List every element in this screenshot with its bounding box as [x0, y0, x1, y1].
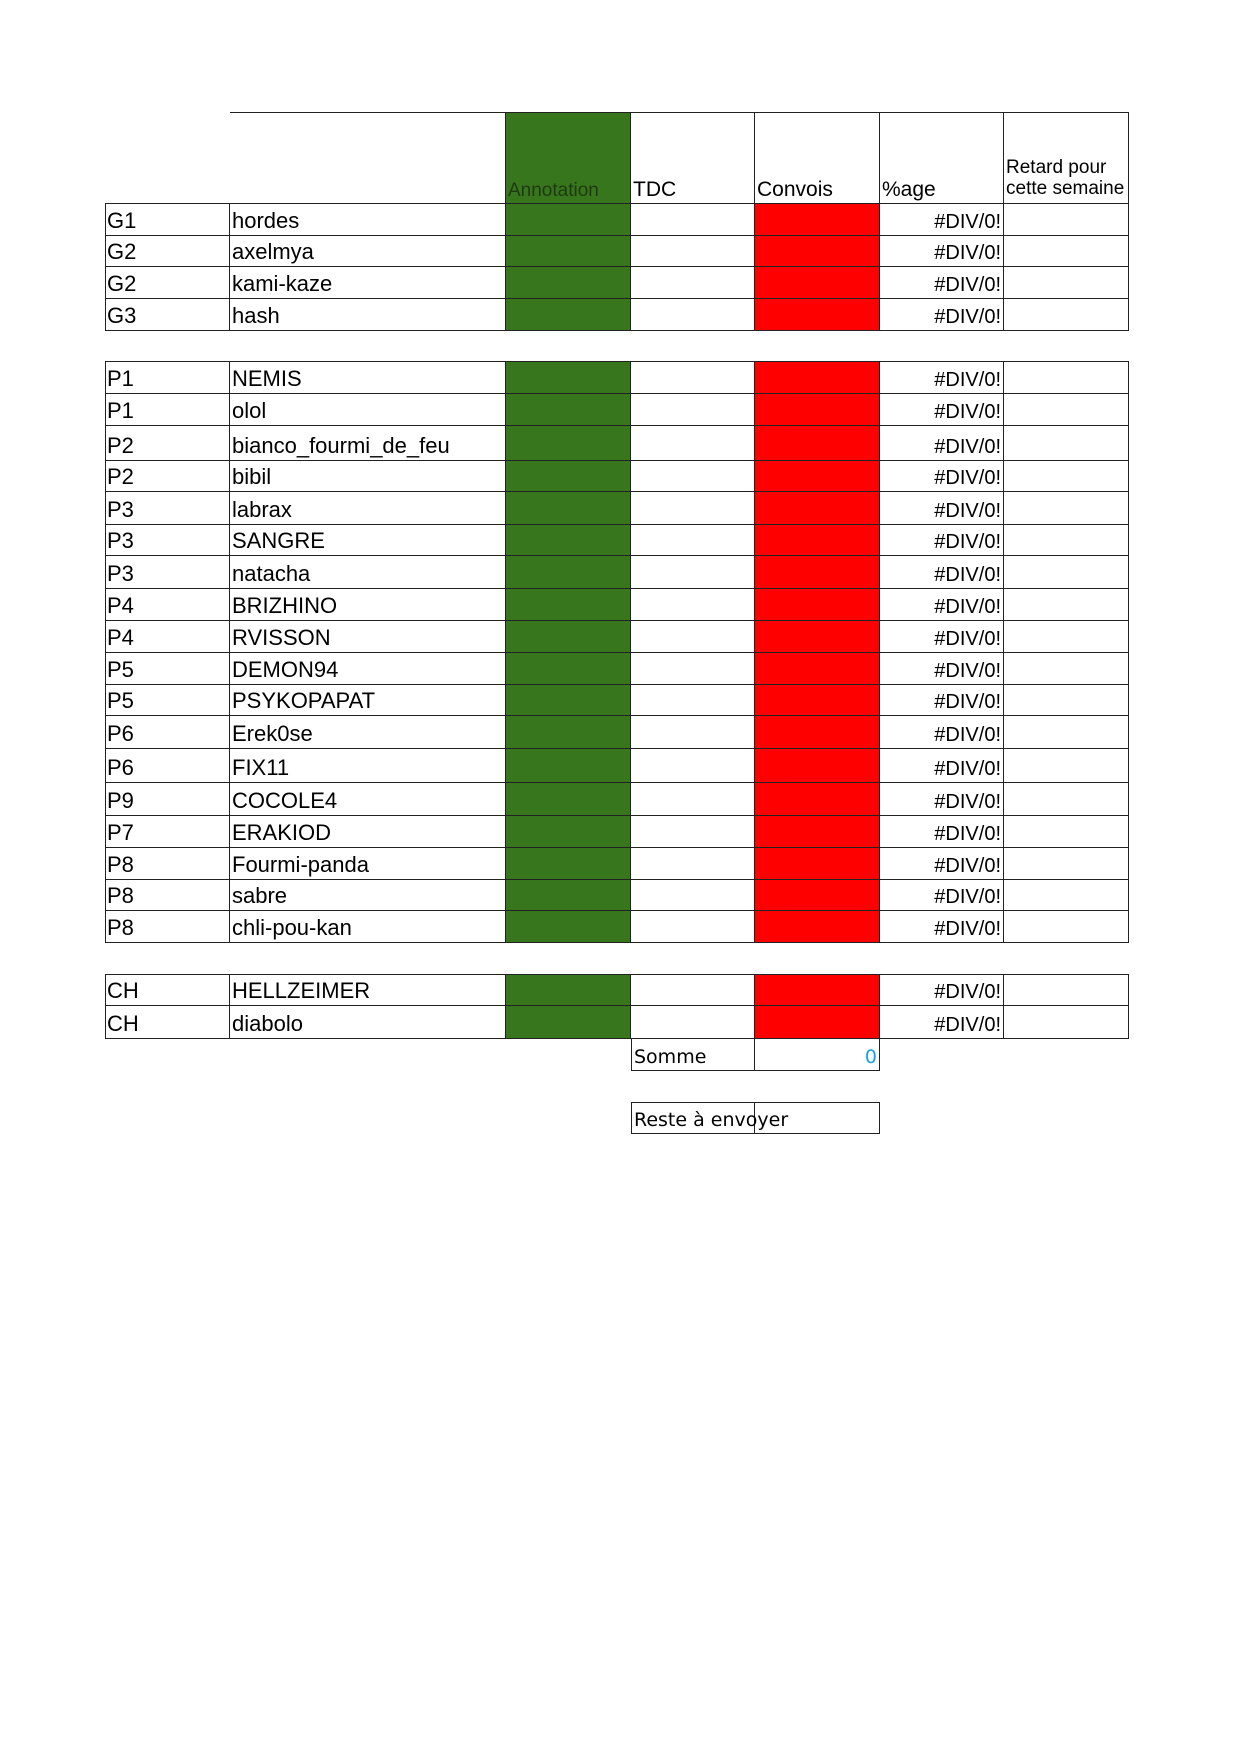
tdc-cell[interactable] [631, 394, 755, 426]
tdc-cell[interactable] [631, 299, 755, 331]
retard-cell[interactable] [1004, 783, 1129, 816]
header-retard[interactable]: Retard pour cette semaine [1004, 113, 1129, 204]
group-cell[interactable]: G2 [105, 236, 230, 267]
convois-cell[interactable] [755, 1006, 880, 1039]
group-cell[interactable]: P3 [105, 525, 230, 556]
pct-cell[interactable]: #DIV/0! [880, 362, 1004, 394]
player-name-cell[interactable]: hash [230, 299, 506, 331]
annotation-cell[interactable] [506, 621, 631, 653]
group-cell[interactable]: G3 [105, 299, 230, 331]
convois-cell[interactable] [755, 556, 880, 589]
annotation-cell[interactable] [506, 362, 631, 394]
retard-cell[interactable] [1004, 911, 1129, 943]
convois-cell[interactable] [755, 716, 880, 749]
tdc-cell[interactable] [631, 556, 755, 589]
pct-cell[interactable]: #DIV/0! [880, 492, 1004, 525]
pct-cell[interactable]: #DIV/0! [880, 299, 1004, 331]
group-cell[interactable]: G1 [105, 204, 230, 236]
tdc-cell[interactable] [631, 975, 755, 1006]
retard-cell[interactable] [1004, 749, 1129, 783]
annotation-cell[interactable] [506, 299, 631, 331]
group-cell[interactable]: P5 [105, 653, 230, 685]
pct-cell[interactable]: #DIV/0! [880, 716, 1004, 749]
annotation-cell[interactable] [506, 461, 631, 492]
player-name-cell[interactable]: diabolo [230, 1006, 506, 1039]
player-name-cell[interactable]: sabre [230, 880, 506, 911]
convois-cell[interactable] [755, 749, 880, 783]
player-name-cell[interactable]: kami-kaze [230, 267, 506, 299]
tdc-cell[interactable] [631, 848, 755, 880]
tdc-cell[interactable] [631, 716, 755, 749]
reste-label[interactable]: Reste à envoyer [631, 1102, 755, 1134]
tdc-cell[interactable] [631, 1006, 755, 1039]
retard-cell[interactable] [1004, 236, 1129, 267]
group-cell[interactable]: P1 [105, 362, 230, 394]
retard-cell[interactable] [1004, 492, 1129, 525]
player-name-cell[interactable]: COCOLE4 [230, 783, 506, 816]
pct-cell[interactable]: #DIV/0! [880, 394, 1004, 426]
annotation-cell[interactable] [506, 975, 631, 1006]
annotation-cell[interactable] [506, 236, 631, 267]
tdc-cell[interactable] [631, 911, 755, 943]
group-cell[interactable]: P6 [105, 749, 230, 783]
pct-cell[interactable]: #DIV/0! [880, 653, 1004, 685]
group-cell[interactable]: P4 [105, 621, 230, 653]
retard-cell[interactable] [1004, 204, 1129, 236]
annotation-cell[interactable] [506, 848, 631, 880]
convois-cell[interactable] [755, 362, 880, 394]
tdc-cell[interactable] [631, 267, 755, 299]
convois-cell[interactable] [755, 492, 880, 525]
retard-cell[interactable] [1004, 556, 1129, 589]
convois-cell[interactable] [755, 653, 880, 685]
group-cell[interactable]: CH [105, 975, 230, 1006]
player-name-cell[interactable]: HELLZEIMER [230, 975, 506, 1006]
group-cell[interactable]: P6 [105, 716, 230, 749]
player-name-cell[interactable]: ERAKIOD [230, 816, 506, 848]
tdc-cell[interactable] [631, 362, 755, 394]
group-cell[interactable]: P1 [105, 394, 230, 426]
header-name-cell[interactable] [230, 113, 506, 204]
tdc-cell[interactable] [631, 749, 755, 783]
annotation-cell[interactable] [506, 589, 631, 621]
pct-cell[interactable]: #DIV/0! [880, 975, 1004, 1006]
group-cell[interactable]: P7 [105, 816, 230, 848]
group-cell[interactable]: P4 [105, 589, 230, 621]
annotation-cell[interactable] [506, 267, 631, 299]
tdc-cell[interactable] [631, 525, 755, 556]
player-name-cell[interactable]: chli-pou-kan [230, 911, 506, 943]
convois-cell[interactable] [755, 267, 880, 299]
retard-cell[interactable] [1004, 362, 1129, 394]
player-name-cell[interactable]: natacha [230, 556, 506, 589]
pct-cell[interactable]: #DIV/0! [880, 848, 1004, 880]
annotation-cell[interactable] [506, 816, 631, 848]
pct-cell[interactable]: #DIV/0! [880, 589, 1004, 621]
tdc-cell[interactable] [631, 204, 755, 236]
pct-cell[interactable]: #DIV/0! [880, 461, 1004, 492]
player-name-cell[interactable]: olol [230, 394, 506, 426]
player-name-cell[interactable]: SANGRE [230, 525, 506, 556]
retard-cell[interactable] [1004, 621, 1129, 653]
pct-cell[interactable]: #DIV/0! [880, 267, 1004, 299]
retard-cell[interactable] [1004, 653, 1129, 685]
player-name-cell[interactable]: DEMON94 [230, 653, 506, 685]
convois-cell[interactable] [755, 299, 880, 331]
annotation-cell[interactable] [506, 426, 631, 461]
group-cell[interactable]: P8 [105, 880, 230, 911]
convois-cell[interactable] [755, 911, 880, 943]
retard-cell[interactable] [1004, 1006, 1129, 1039]
player-name-cell[interactable]: RVISSON [230, 621, 506, 653]
player-name-cell[interactable]: NEMIS [230, 362, 506, 394]
annotation-cell[interactable] [506, 525, 631, 556]
somme-value[interactable]: 0 [755, 1039, 880, 1071]
convois-cell[interactable] [755, 783, 880, 816]
retard-cell[interactable] [1004, 267, 1129, 299]
player-name-cell[interactable]: Erek0se [230, 716, 506, 749]
convois-cell[interactable] [755, 426, 880, 461]
retard-cell[interactable] [1004, 299, 1129, 331]
annotation-cell[interactable] [506, 492, 631, 525]
somme-label[interactable]: Somme [631, 1039, 755, 1071]
pct-cell[interactable]: #DIV/0! [880, 556, 1004, 589]
group-cell[interactable]: P8 [105, 848, 230, 880]
convois-cell[interactable] [755, 848, 880, 880]
pct-cell[interactable]: #DIV/0! [880, 685, 1004, 716]
player-name-cell[interactable]: PSYKOPAPAT [230, 685, 506, 716]
annotation-cell[interactable] [506, 1006, 631, 1039]
annotation-cell[interactable] [506, 911, 631, 943]
player-name-cell[interactable]: bibil [230, 461, 506, 492]
annotation-cell[interactable] [506, 204, 631, 236]
convois-cell[interactable] [755, 621, 880, 653]
retard-cell[interactable] [1004, 589, 1129, 621]
annotation-cell[interactable] [506, 685, 631, 716]
retard-cell[interactable] [1004, 716, 1129, 749]
tdc-cell[interactable] [631, 589, 755, 621]
header-pct[interactable]: %age [880, 113, 1004, 204]
pct-cell[interactable]: #DIV/0! [880, 783, 1004, 816]
tdc-cell[interactable] [631, 236, 755, 267]
annotation-cell[interactable] [506, 653, 631, 685]
annotation-cell[interactable] [506, 716, 631, 749]
tdc-cell[interactable] [631, 783, 755, 816]
convois-cell[interactable] [755, 880, 880, 911]
retard-cell[interactable] [1004, 685, 1129, 716]
tdc-cell[interactable] [631, 653, 755, 685]
retard-cell[interactable] [1004, 525, 1129, 556]
retard-cell[interactable] [1004, 816, 1129, 848]
player-name-cell[interactable]: Fourmi-panda [230, 848, 506, 880]
retard-cell[interactable] [1004, 975, 1129, 1006]
pct-cell[interactable]: #DIV/0! [880, 880, 1004, 911]
convois-cell[interactable] [755, 204, 880, 236]
convois-cell[interactable] [755, 975, 880, 1006]
annotation-cell[interactable] [506, 749, 631, 783]
tdc-cell[interactable] [631, 685, 755, 716]
reste-value[interactable] [755, 1102, 880, 1134]
tdc-cell[interactable] [631, 816, 755, 848]
annotation-cell[interactable] [506, 880, 631, 911]
pct-cell[interactable]: #DIV/0! [880, 749, 1004, 783]
tdc-cell[interactable] [631, 492, 755, 525]
pct-cell[interactable]: #DIV/0! [880, 204, 1004, 236]
header-convois[interactable]: Convois [755, 113, 880, 204]
retard-cell[interactable] [1004, 880, 1129, 911]
convois-cell[interactable] [755, 816, 880, 848]
pct-cell[interactable]: #DIV/0! [880, 816, 1004, 848]
group-cell[interactable]: CH [105, 1006, 230, 1039]
annotation-cell[interactable] [506, 783, 631, 816]
retard-cell[interactable] [1004, 461, 1129, 492]
pct-cell[interactable]: #DIV/0! [880, 525, 1004, 556]
header-tdc[interactable]: TDC [631, 113, 755, 204]
annotation-cell[interactable] [506, 556, 631, 589]
convois-cell[interactable] [755, 394, 880, 426]
retard-cell[interactable] [1004, 426, 1129, 461]
tdc-cell[interactable] [631, 461, 755, 492]
player-name-cell[interactable]: hordes [230, 204, 506, 236]
group-cell[interactable]: P2 [105, 426, 230, 461]
convois-cell[interactable] [755, 236, 880, 267]
header-annotation[interactable]: Annotation [506, 113, 631, 204]
retard-cell[interactable] [1004, 848, 1129, 880]
pct-cell[interactable]: #DIV/0! [880, 621, 1004, 653]
player-name-cell[interactable]: BRIZHINO [230, 589, 506, 621]
tdc-cell[interactable] [631, 426, 755, 461]
convois-cell[interactable] [755, 685, 880, 716]
retard-cell[interactable] [1004, 394, 1129, 426]
group-cell[interactable]: P2 [105, 461, 230, 492]
group-cell[interactable]: P8 [105, 911, 230, 943]
pct-cell[interactable]: #DIV/0! [880, 911, 1004, 943]
convois-cell[interactable] [755, 461, 880, 492]
group-cell[interactable]: G2 [105, 267, 230, 299]
pct-cell[interactable]: #DIV/0! [880, 1006, 1004, 1039]
group-cell[interactable]: P9 [105, 783, 230, 816]
player-name-cell[interactable]: labrax [230, 492, 506, 525]
tdc-cell[interactable] [631, 880, 755, 911]
player-name-cell[interactable]: FIX11 [230, 749, 506, 783]
tdc-cell[interactable] [631, 621, 755, 653]
convois-cell[interactable] [755, 589, 880, 621]
group-cell[interactable]: P5 [105, 685, 230, 716]
convois-cell[interactable] [755, 525, 880, 556]
pct-cell[interactable]: #DIV/0! [880, 236, 1004, 267]
player-name-cell[interactable]: axelmya [230, 236, 506, 267]
group-cell[interactable]: P3 [105, 492, 230, 525]
pct-cell[interactable]: #DIV/0! [880, 426, 1004, 461]
player-name-cell[interactable]: bianco_fourmi_de_feu [230, 426, 506, 461]
annotation-cell[interactable] [506, 394, 631, 426]
group-cell[interactable]: P3 [105, 556, 230, 589]
